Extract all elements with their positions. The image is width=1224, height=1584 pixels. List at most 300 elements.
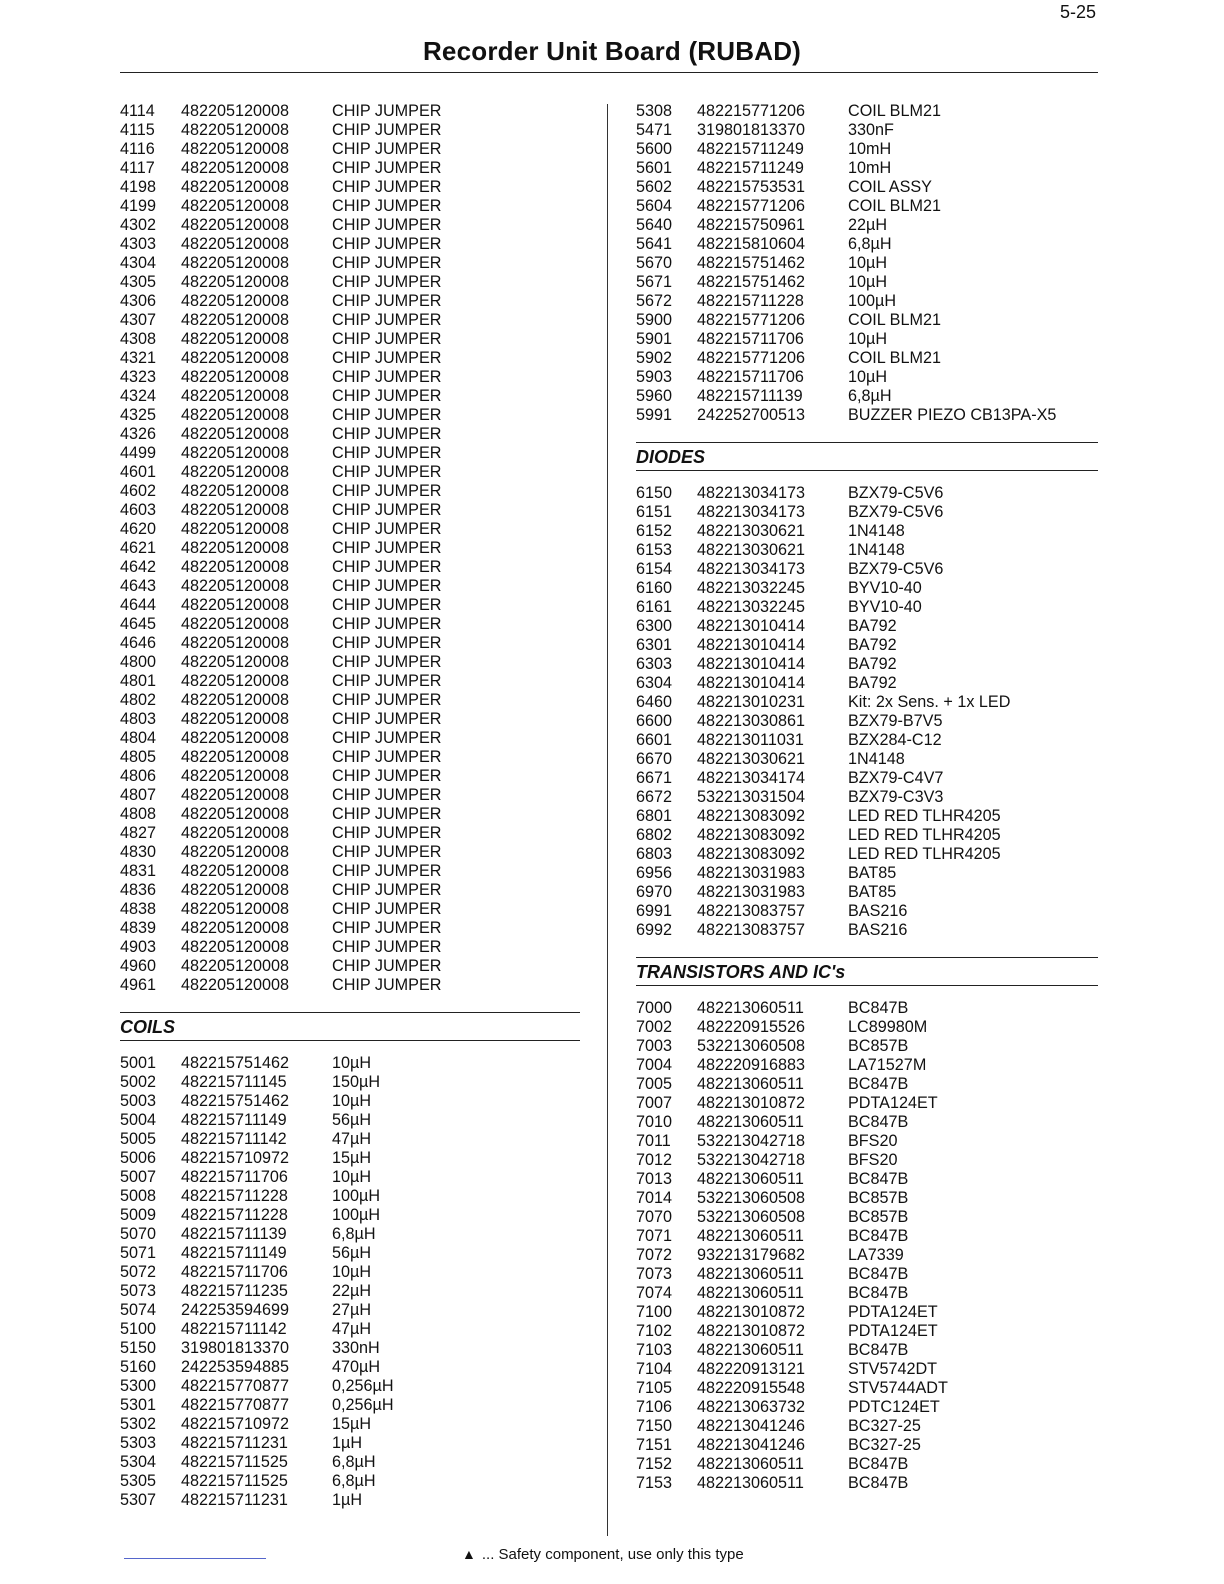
part-row — [636, 121, 1098, 140]
part-code: 482205120008 — [181, 178, 290, 196]
part-row — [636, 598, 1098, 617]
part-description: CHIP JUMPER — [332, 235, 442, 253]
part-description: BYV10-40 — [848, 598, 922, 616]
position-number: 7071 — [636, 1227, 673, 1245]
part-code: 482213010872 — [697, 1094, 806, 1112]
part-row — [636, 579, 1098, 598]
part-row — [120, 1282, 580, 1301]
part-row — [636, 1436, 1098, 1455]
part-row — [636, 902, 1098, 921]
part-row — [120, 824, 580, 843]
part-description: CHIP JUMPER — [332, 767, 442, 785]
part-row — [120, 1130, 580, 1149]
position-number: 4198 — [120, 178, 157, 196]
part-description: CHIP JUMPER — [332, 349, 442, 367]
part-row — [120, 178, 580, 197]
position-number: 7104 — [636, 1360, 673, 1378]
part-code: 482215751462 — [181, 1092, 290, 1110]
part-description: CHIP JUMPER — [332, 216, 442, 234]
part-code: 482213031983 — [697, 864, 806, 882]
position-number: 4114 — [120, 102, 155, 120]
part-row — [636, 864, 1098, 883]
part-row — [636, 387, 1098, 406]
part-description: CHIP JUMPER — [332, 368, 442, 386]
position-number: 4806 — [120, 767, 157, 785]
part-code: 932213179682 — [697, 1246, 806, 1264]
section-heading-diodes: DIODES — [636, 442, 1098, 471]
position-number: 7102 — [636, 1322, 673, 1340]
part-row — [120, 881, 580, 900]
part-row — [636, 1303, 1098, 1322]
part-row — [636, 522, 1098, 541]
part-code: 482215711228 — [181, 1206, 288, 1224]
position-number: 7004 — [636, 1056, 673, 1074]
part-code: 482205120008 — [181, 672, 290, 690]
position-number: 5073 — [120, 1282, 157, 1300]
part-code: 482205120008 — [181, 919, 290, 937]
part-description: 6,8µH — [332, 1472, 376, 1490]
part-row — [120, 159, 580, 178]
part-code: 482215711142 — [181, 1130, 287, 1148]
part-row — [636, 140, 1098, 159]
part-code: 482205120008 — [181, 957, 290, 975]
position-number: 6160 — [636, 579, 673, 597]
part-code: 482213011031 — [697, 731, 804, 749]
position-number: 6151 — [636, 503, 673, 521]
part-code: 482213032245 — [697, 598, 806, 616]
position-number: 7007 — [636, 1094, 673, 1112]
part-row — [636, 636, 1098, 655]
position-number: 5602 — [636, 178, 673, 196]
part-code: 482205120008 — [181, 406, 290, 424]
part-row — [636, 1037, 1098, 1056]
part-row — [636, 1170, 1098, 1189]
position-number: 4304 — [120, 254, 157, 272]
part-row — [636, 845, 1098, 864]
part-description: CHIP JUMPER — [332, 406, 442, 424]
part-description: 47µH — [332, 1130, 372, 1148]
part-description: 22µH — [848, 216, 888, 234]
part-row — [120, 1111, 580, 1130]
column-divider — [607, 104, 608, 1536]
position-number: 4802 — [120, 691, 157, 709]
part-code: 242252700513 — [697, 406, 806, 424]
part-description: CHIP JUMPER — [332, 444, 442, 462]
part-description: Kit: 2x Sens. + 1x LED — [848, 693, 1011, 711]
position-number: 4830 — [120, 843, 157, 861]
part-row — [636, 1417, 1098, 1436]
part-code: 482205120008 — [181, 558, 290, 576]
part-code: 532213060508 — [697, 1037, 806, 1055]
position-number: 4838 — [120, 900, 157, 918]
part-description: 6,8µH — [332, 1225, 376, 1243]
part-description: CHIP JUMPER — [332, 786, 442, 804]
part-row — [120, 197, 580, 216]
position-number: 5001 — [120, 1054, 157, 1072]
section-heading-transistors: TRANSISTORS AND IC's — [636, 957, 1098, 986]
part-row — [636, 235, 1098, 254]
position-number: 5640 — [636, 216, 673, 234]
part-description: CHIP JUMPER — [332, 482, 442, 500]
part-code: 482205120008 — [181, 577, 290, 595]
part-description: CHIP JUMPER — [332, 843, 442, 861]
part-description: BAS216 — [848, 902, 908, 920]
part-description: 100µH — [332, 1187, 381, 1205]
position-number: 7012 — [636, 1151, 673, 1169]
part-code: 482205120008 — [181, 311, 290, 329]
part-description: 6,8µH — [848, 235, 892, 253]
part-description: BFS20 — [848, 1132, 898, 1150]
part-row — [120, 406, 580, 425]
part-code: 482205120008 — [181, 862, 290, 880]
part-code: 482215711706 — [697, 368, 804, 386]
part-row — [120, 425, 580, 444]
position-number: 5601 — [636, 159, 673, 177]
part-code: 482215771206 — [697, 102, 806, 120]
position-number: 5304 — [120, 1453, 157, 1471]
position-number: 5150 — [120, 1339, 157, 1357]
part-code: 482215711525 — [181, 1453, 288, 1471]
position-number: 5071 — [120, 1244, 157, 1262]
position-number: 6601 — [636, 731, 673, 749]
part-row — [636, 731, 1098, 750]
position-number: 5901 — [636, 330, 673, 348]
part-description: CHIP JUMPER — [332, 653, 442, 671]
part-row — [120, 653, 580, 672]
part-code: 482213041246 — [697, 1436, 806, 1454]
part-row — [636, 503, 1098, 522]
part-row — [120, 482, 580, 501]
part-description: PDTA124ET — [848, 1094, 938, 1112]
part-code: 482205120008 — [181, 767, 290, 785]
part-code: 482213010414 — [697, 617, 806, 635]
part-row — [120, 729, 580, 748]
part-row — [120, 634, 580, 653]
part-code: 482213060511 — [697, 1284, 804, 1302]
part-row — [120, 767, 580, 786]
part-row — [120, 691, 580, 710]
part-code: 482213030621 — [697, 541, 806, 559]
part-row — [636, 292, 1098, 311]
position-number: 5641 — [636, 235, 673, 253]
part-code: 482215750961 — [697, 216, 806, 234]
part-row — [636, 349, 1098, 368]
position-number: 4827 — [120, 824, 157, 842]
part-row — [120, 976, 580, 995]
part-description: CHIP JUMPER — [332, 102, 442, 120]
part-code: 482205120008 — [181, 501, 290, 519]
part-code: 482213060511 — [697, 1455, 804, 1473]
part-description: LED RED TLHR4205 — [848, 845, 1001, 863]
part-code: 482205120008 — [181, 729, 290, 747]
part-description: 47µH — [332, 1320, 372, 1338]
part-row — [636, 1379, 1098, 1398]
position-number: 5903 — [636, 368, 673, 386]
part-description: PDTA124ET — [848, 1303, 938, 1321]
part-description: CHIP JUMPER — [332, 710, 442, 728]
position-number: 4602 — [120, 482, 157, 500]
part-description: BA792 — [848, 617, 897, 635]
part-description: 1µH — [332, 1434, 363, 1452]
position-number: 4808 — [120, 805, 157, 823]
part-code: 482215711139 — [181, 1225, 287, 1243]
position-number: 5072 — [120, 1263, 157, 1281]
part-description: BC327-25 — [848, 1436, 921, 1454]
position-number: 5307 — [120, 1491, 157, 1509]
position-number: 4620 — [120, 520, 157, 538]
part-code: 482215711228 — [697, 292, 804, 310]
position-number: 7151 — [636, 1436, 673, 1454]
part-description: CHIP JUMPER — [332, 938, 442, 956]
part-description: STV5742DT — [848, 1360, 938, 1378]
part-row — [636, 330, 1098, 349]
part-row — [120, 501, 580, 520]
part-code: 482205120008 — [181, 235, 290, 253]
part-description: 1µH — [332, 1491, 363, 1509]
part-row — [120, 710, 580, 729]
part-code: 482205120008 — [181, 254, 290, 272]
part-code: 482205120008 — [181, 615, 290, 633]
position-number: 7152 — [636, 1455, 673, 1473]
part-description: BC847B — [848, 1284, 909, 1302]
part-description: BC847B — [848, 1474, 909, 1492]
part-description: BZX284-C12 — [848, 731, 942, 749]
part-row — [636, 883, 1098, 902]
part-row — [636, 617, 1098, 636]
position-number: 4199 — [120, 197, 157, 215]
part-code: 482215711228 — [181, 1187, 288, 1205]
part-code: 532213042718 — [697, 1132, 806, 1150]
part-row — [120, 444, 580, 463]
part-row — [636, 1056, 1098, 1075]
part-description: CHIP JUMPER — [332, 672, 442, 690]
footer-note — [462, 1546, 744, 1563]
part-description: BC847B — [848, 1170, 909, 1188]
position-number: 6670 — [636, 750, 673, 768]
part-row — [636, 655, 1098, 674]
part-description: BC327-25 — [848, 1417, 921, 1435]
part-row — [120, 558, 580, 577]
part-description: BC847B — [848, 1227, 909, 1245]
part-row — [120, 1206, 580, 1225]
part-description: 10mH — [848, 140, 892, 158]
part-row — [120, 368, 580, 387]
part-description: 150µH — [332, 1073, 381, 1091]
part-description: CHIP JUMPER — [332, 577, 442, 595]
page-number: 5-25 — [1059, 2, 1096, 22]
part-code: 482213030621 — [697, 522, 806, 540]
position-number: 7000 — [636, 999, 673, 1017]
part-description: 56µH — [332, 1111, 372, 1129]
part-description: 10µH — [332, 1168, 372, 1186]
part-description: 10µH — [848, 330, 888, 348]
position-number: 4960 — [120, 957, 157, 975]
part-code: 482213034173 — [697, 484, 806, 502]
position-number: 4807 — [120, 786, 157, 804]
position-number: 5008 — [120, 1187, 157, 1205]
position-number: 5902 — [636, 349, 673, 367]
position-number: 4305 — [120, 273, 157, 291]
position-number: 5303 — [120, 1434, 157, 1452]
position-number: 7014 — [636, 1189, 673, 1207]
position-number: 5004 — [120, 1111, 157, 1129]
part-code: 482205120008 — [181, 349, 290, 367]
part-description: 330nH — [332, 1339, 380, 1357]
part-code: 482205120008 — [181, 938, 290, 956]
part-code: 482205120008 — [181, 653, 290, 671]
part-description: CHIP JUMPER — [332, 140, 442, 158]
part-description: CHIP JUMPER — [332, 976, 442, 994]
coils-continued-list — [636, 102, 1098, 425]
part-description: BFS20 — [848, 1151, 898, 1169]
position-number: 4302 — [120, 216, 157, 234]
position-number: 7002 — [636, 1018, 673, 1036]
part-description: CHIP JUMPER — [332, 520, 442, 538]
part-row — [636, 1246, 1098, 1265]
part-row — [120, 1263, 580, 1282]
part-description: BZX79-C5V6 — [848, 484, 944, 502]
part-description: 10µH — [332, 1092, 372, 1110]
position-number: 4325 — [120, 406, 157, 424]
part-code: 482205120008 — [181, 691, 290, 709]
part-description: 470µH — [332, 1358, 381, 1376]
position-number: 5672 — [636, 292, 673, 310]
part-row — [636, 1189, 1098, 1208]
part-code: 482205120008 — [181, 330, 290, 348]
part-row — [636, 674, 1098, 693]
part-row — [636, 1474, 1098, 1493]
part-code: 482213060511 — [697, 1170, 804, 1188]
part-description: 6,8µH — [848, 387, 892, 405]
part-description: CHIP JUMPER — [332, 159, 442, 177]
part-row — [120, 1396, 580, 1415]
position-number: 6303 — [636, 655, 673, 673]
part-description: COIL BLM21 — [848, 102, 941, 120]
position-number: 5300 — [120, 1377, 157, 1395]
part-row — [636, 826, 1098, 845]
part-code: 482213060511 — [697, 999, 804, 1017]
part-description: BC847B — [848, 1113, 909, 1131]
part-code: 482215711249 — [697, 159, 804, 177]
part-row — [636, 750, 1098, 769]
part-description: LED RED TLHR4205 — [848, 807, 1001, 825]
part-row — [120, 235, 580, 254]
part-row — [120, 1168, 580, 1187]
part-code: 482205120008 — [181, 292, 290, 310]
part-description: CHIP JUMPER — [332, 596, 442, 614]
part-code: 482213060511 — [697, 1474, 804, 1492]
part-code: 482205120008 — [181, 634, 290, 652]
part-row — [120, 938, 580, 957]
part-code: 482215711706 — [181, 1263, 288, 1281]
part-description: 6,8µH — [332, 1453, 376, 1471]
part-code: 482213083757 — [697, 921, 806, 939]
part-row — [636, 1322, 1098, 1341]
part-row — [636, 1113, 1098, 1132]
part-row — [636, 273, 1098, 292]
part-code: 482215711149 — [181, 1244, 287, 1262]
position-number: 5002 — [120, 1073, 157, 1091]
part-row — [636, 1227, 1098, 1246]
position-number: 4499 — [120, 444, 157, 462]
part-code: 482220916883 — [697, 1056, 806, 1074]
part-description: CHIP JUMPER — [332, 178, 442, 196]
part-row — [120, 292, 580, 311]
part-code: 482213010231 — [697, 693, 806, 711]
part-code: 482205120008 — [181, 444, 290, 462]
position-number: 6161 — [636, 598, 673, 616]
part-description: CHIP JUMPER — [332, 197, 442, 215]
position-number: 4645 — [120, 615, 157, 633]
part-description: BA792 — [848, 674, 897, 692]
part-description: 10µH — [848, 273, 888, 291]
part-row — [120, 254, 580, 273]
position-number: 5100 — [120, 1320, 157, 1338]
part-code: 319801813370 — [181, 1339, 290, 1357]
position-number: 4601 — [120, 463, 157, 481]
position-number: 4831 — [120, 862, 157, 880]
part-description: BC847B — [848, 1455, 909, 1473]
part-code: 482213034173 — [697, 560, 806, 578]
position-number: 4321 — [120, 349, 157, 367]
part-code: 482213083092 — [697, 807, 806, 825]
part-row — [120, 311, 580, 330]
part-description: 100µH — [848, 292, 897, 310]
part-description: PDTC124ET — [848, 1398, 940, 1416]
position-number: 6304 — [636, 674, 673, 692]
part-code: 482213060511 — [697, 1265, 804, 1283]
part-row — [636, 1132, 1098, 1151]
part-code: 482213030861 — [697, 712, 806, 730]
part-row — [636, 254, 1098, 273]
part-row — [120, 102, 580, 121]
part-code: 482213031983 — [697, 883, 806, 901]
part-description: BC847B — [848, 999, 909, 1017]
part-description: BZX79-C5V6 — [848, 503, 944, 521]
part-row — [120, 919, 580, 938]
part-description: BAT85 — [848, 883, 897, 901]
part-code: 242253594699 — [181, 1301, 290, 1319]
part-code: 482205120008 — [181, 786, 290, 804]
part-code: 482205120008 — [181, 102, 290, 120]
part-row — [120, 805, 580, 824]
position-number: 4836 — [120, 881, 157, 899]
position-number: 4307 — [120, 311, 157, 329]
part-code: 482215710972 — [181, 1149, 290, 1167]
position-number: 4644 — [120, 596, 157, 614]
part-row — [636, 159, 1098, 178]
position-number: 4839 — [120, 919, 157, 937]
part-description: 0,256µH — [332, 1377, 394, 1395]
part-row — [120, 463, 580, 482]
part-description: CHIP JUMPER — [332, 425, 442, 443]
part-description: 1N4148 — [848, 541, 905, 559]
part-row — [120, 615, 580, 634]
part-code: 532213042718 — [697, 1151, 806, 1169]
part-code: 482205120008 — [181, 121, 290, 139]
part-description: CHIP JUMPER — [332, 121, 442, 139]
part-code: 482213060511 — [697, 1227, 804, 1245]
position-number: 6300 — [636, 617, 673, 635]
part-description: STV5744ADT — [848, 1379, 948, 1397]
position-number: 4621 — [120, 539, 157, 557]
part-description: CHIP JUMPER — [332, 729, 442, 747]
part-row — [636, 368, 1098, 387]
part-row — [636, 921, 1098, 940]
part-row — [636, 999, 1098, 1018]
position-number: 5007 — [120, 1168, 157, 1186]
part-row — [120, 1472, 580, 1491]
